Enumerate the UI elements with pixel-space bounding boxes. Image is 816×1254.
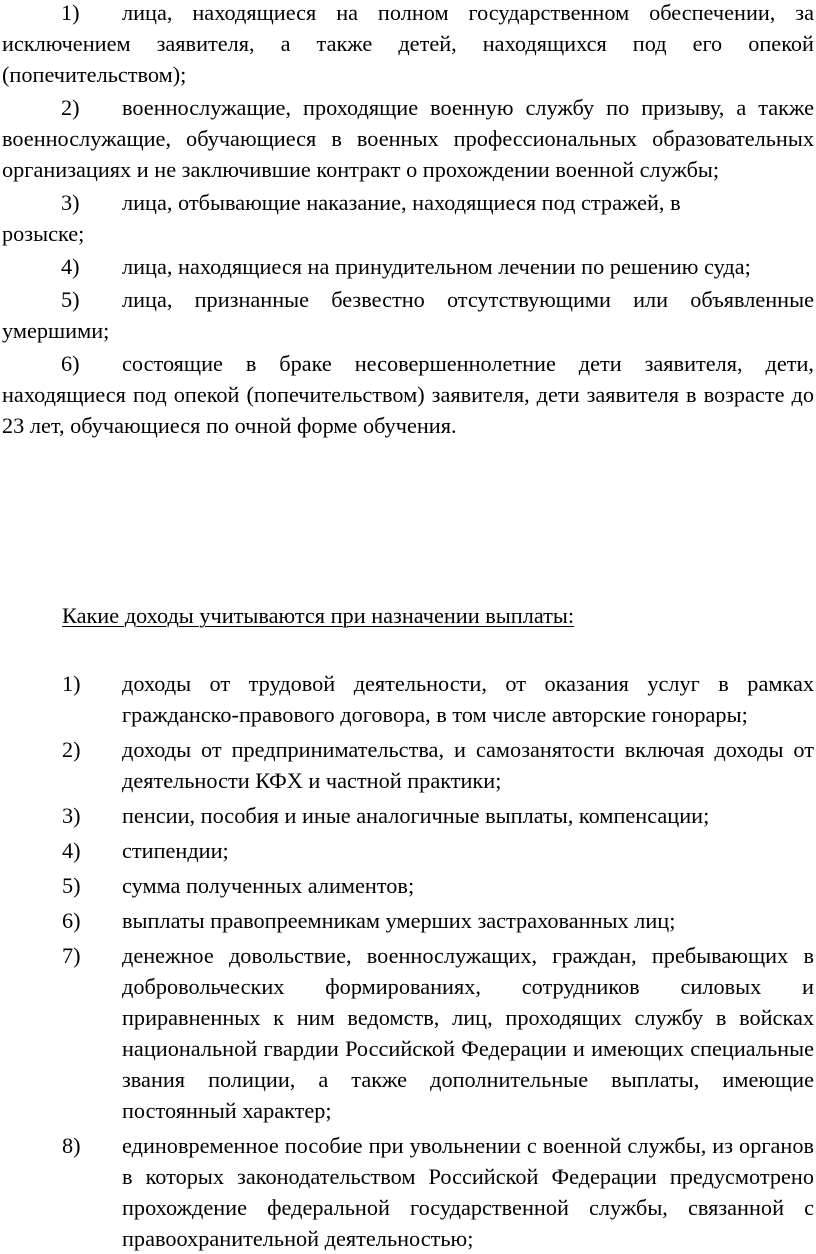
income-section-heading: Какие доходы учитываются при назначении выплаты: (62, 603, 575, 628)
list-item (2, 251, 814, 282)
list-item (62, 835, 814, 866)
item-text: выплаты правопреемникам умерших застрахованных лиц; (122, 908, 676, 933)
item-text: военнослужащие, проходящие военную службу по призыву, а также военнослужащие, обучающиеся в военных профессиональных образовательных организациях и не заключившие контракт о прохождении военной службы; (2, 95, 814, 182)
item-number: 4) (62, 838, 81, 863)
list-item (2, 92, 814, 185)
item-text: доходы от трудовой деятельности, от оказания услуг в рамках гражданско-правового договора, в том числе авторские гонорары; (122, 671, 814, 727)
item-text: пенсии, пособия и иные аналогичные выплаты, компенсации; (122, 803, 710, 828)
list-item (62, 800, 814, 831)
item-text: сумма полученных алиментов; (122, 873, 415, 898)
item-number: 2) (61, 95, 80, 120)
item-text: лица, находящиеся на принудительном лечении по решению суда; (122, 254, 751, 279)
income-types-list (62, 668, 814, 1254)
item-text: лица, отбывающие наказание, находящиеся под стражей, в розыске; (2, 190, 681, 246)
item-text: единовременное пособие при увольнении с военной службы, из органов в которых законодательством Российской Федерации предусмотрено прохождение федеральной государственной службы, связанной с правоохранительной деятельностью; (122, 1133, 814, 1251)
item-text: денежное довольствие, военнослужащих, граждан, пребывающих в добровольческих формированиях, сотрудников силовых и приравненных к ним ведомств, лиц, проходящих службу в войсках национальной гвардии Российской Федерации и имеющих специальные звания полиции, а также дополнительные выплаты, имеющие постоянный характер; (122, 943, 814, 1123)
list-item (62, 668, 814, 730)
list-item (2, 0, 814, 90)
list-item (62, 940, 814, 1126)
item-number: 1) (61, 0, 80, 25)
item-text: состоящие в браке несовершеннолетние дети заявителя, дети, находящиеся под опекой (попечительством) заявителя, дети заявителя в возрасте до 23 лет, обучающиеся по очной форме обучения. (2, 351, 814, 438)
item-number: 5) (61, 287, 80, 312)
list-item (62, 1130, 814, 1254)
list-item (2, 348, 814, 441)
item-text: стипендии; (122, 838, 229, 863)
excluded-persons-list (2, 0, 814, 441)
item-text: лица, находящиеся на полном государственном обеспечении, за исключением заявителя, а также детей, находящихся под его опекой (попечительством); (2, 0, 814, 87)
item-text: лица, признанные безвестно отсутствующими или объявленные умершими; (2, 287, 814, 343)
item-number: 6) (62, 908, 81, 933)
list-item (62, 905, 814, 936)
list-item (2, 284, 814, 346)
item-text: доходы от предпринимательства, и самозанятости включая доходы от деятельности КФХ и частной практики; (122, 737, 814, 793)
item-number: 3) (61, 190, 80, 215)
item-number: 6) (61, 351, 80, 376)
item-number: 8) (62, 1133, 81, 1158)
list-item (62, 734, 814, 796)
list-item (62, 870, 814, 901)
item-number: 7) (62, 943, 81, 968)
item-number: 4) (61, 254, 80, 279)
item-number: 3) (62, 803, 81, 828)
item-number: 2) (62, 737, 81, 762)
list-item (2, 187, 814, 249)
item-number: 5) (62, 873, 81, 898)
item-number: 1) (62, 671, 81, 696)
